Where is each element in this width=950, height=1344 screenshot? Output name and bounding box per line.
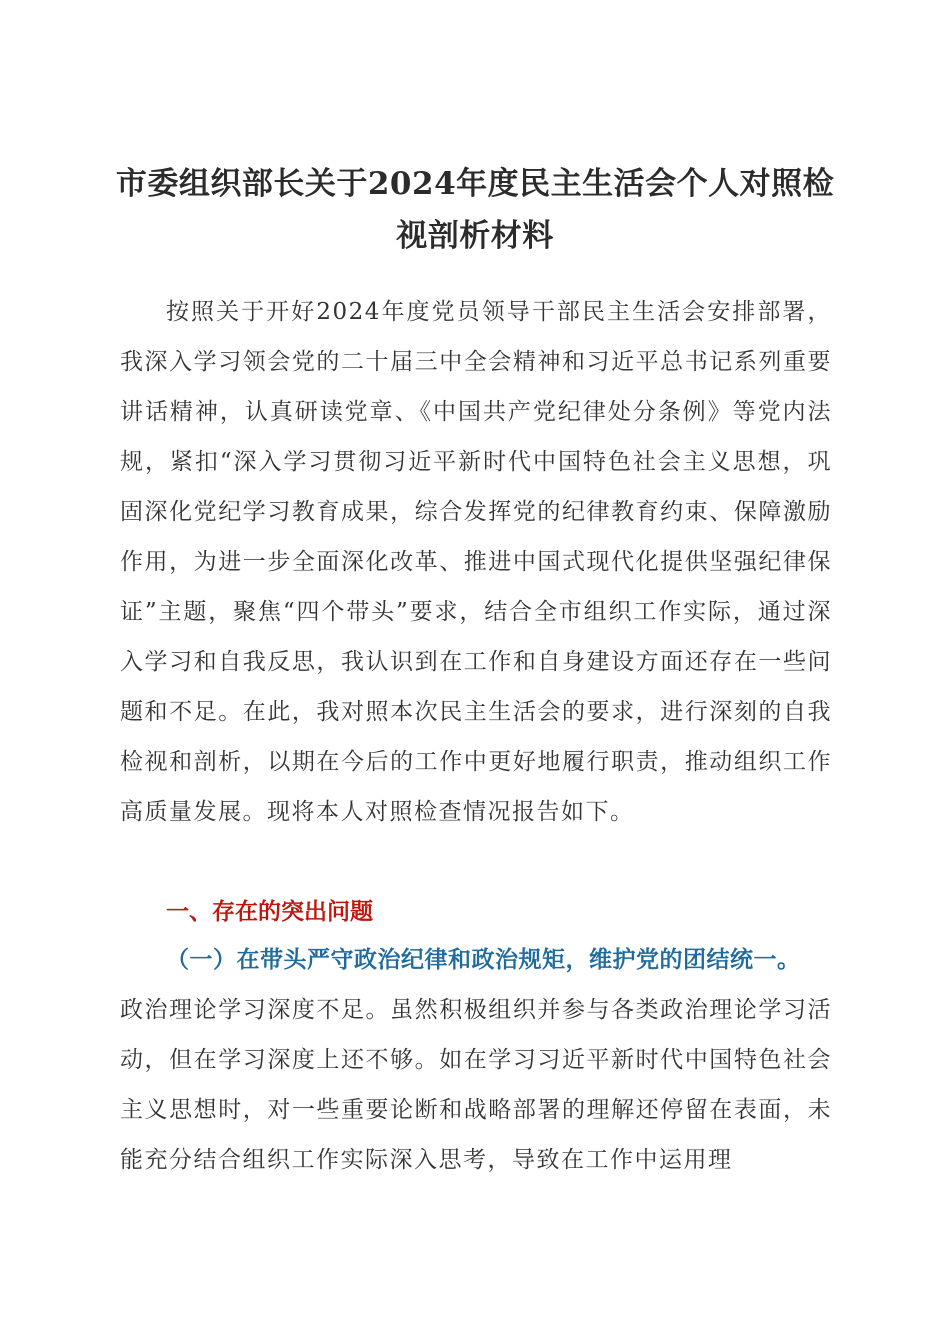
document-title: 市委组织部长关于2024年度民主生活会个人对照检视剖析材料 <box>115 166 835 254</box>
subsection-heading: （一）在带头严守政治纪律和政治规矩，维护党的团结统一。 <box>166 946 801 973</box>
subsection-paragraph: 政治理论学习深度不足。虽然积极组织并参与各类政治理论学习活动，但在学习深度上还不够。如在学习习近平新时代中国特色社会主义思想时，对一些重要论断和战略部署的理解还停留在表面，未能充分结合组织工作实际深入思考，导致在工作中运用理 <box>120 997 832 1173</box>
section-heading: 一、存在的突出问题 <box>166 899 373 925</box>
intro-paragraph: 按照关于开好2024年度党员领导干部民主生活会安排部署，我深入学习领会党的二十届三中全会精神和习近平总书记系列重要讲话精神，认真研读党章、《中国共产党纪律处分条例》等党内法规，紧扣“深入学习贯彻习近平新时代中国特色社会主义思想，巩固深化党纪学习教育成果，综合发挥党的纪律教育约束、保障激励作用，为进一步全面深化改革、推进中国式现代化提供坚强纪律保证”主题，聚焦“四个带头”要求，结合全市组织工作实际，通过深入学习和自我反思，我认识到在工作和自身建设方面还存在一些问题和不足。在此，我对照本次民主生活会的要求，进行深刻的自我检视和剖析，以期在今后的工作中更好地履行职责，推动组织工作高质量发展。现将本人对照检查情况报告如下。 <box>120 299 832 825</box>
